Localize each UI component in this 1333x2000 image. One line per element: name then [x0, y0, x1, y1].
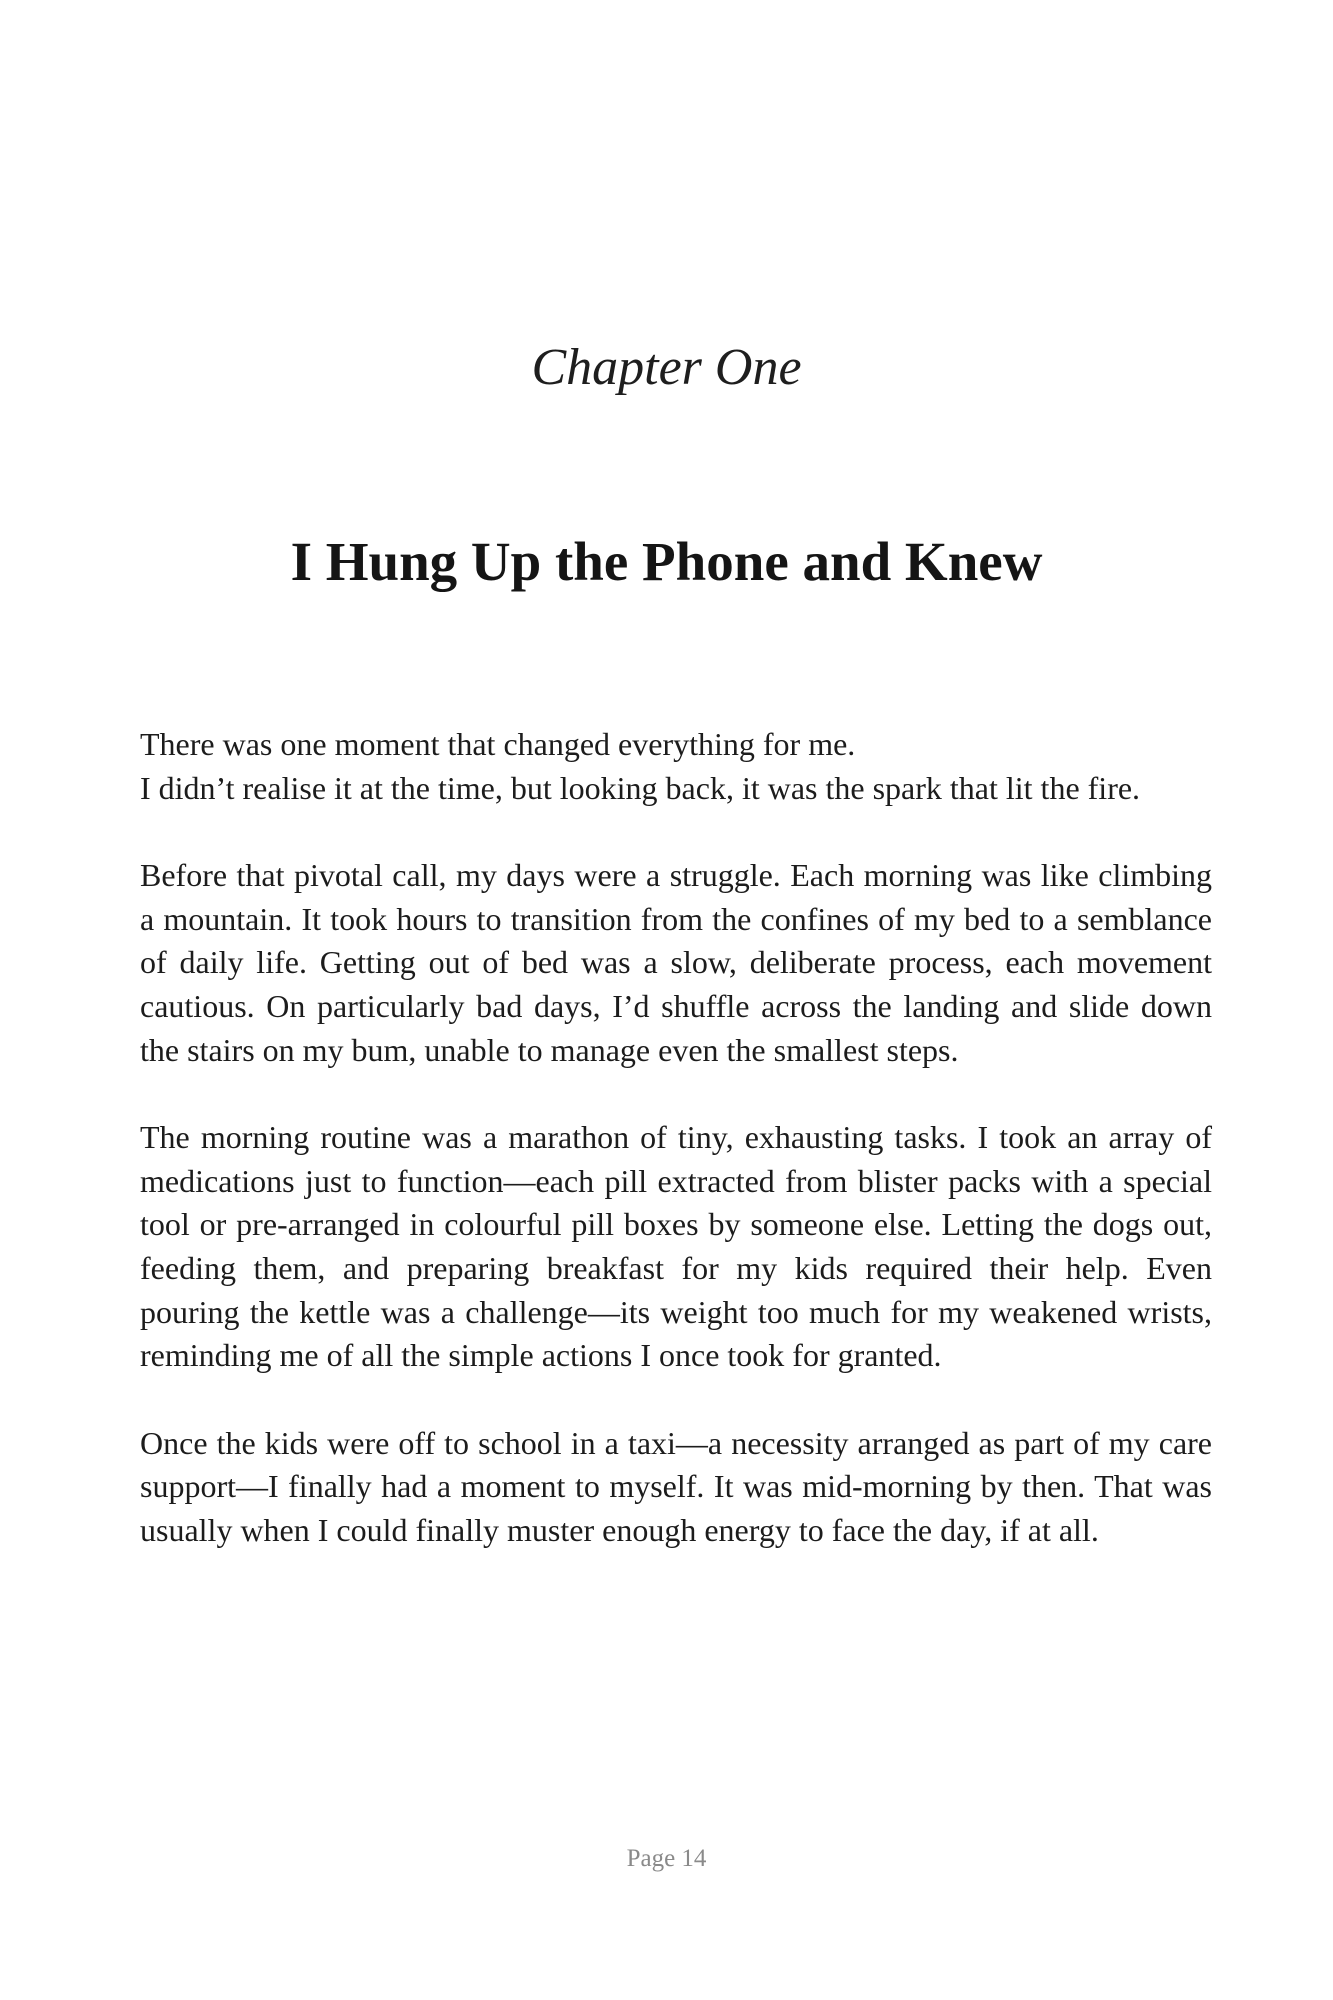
paragraph-intro [140, 723, 1212, 810]
paragraph-intro-line-2: I didn’t realise it at the time, but looking back, it was the spark that lit the fire. [140, 769, 1141, 806]
paragraph-kids-off-to-school: Once the kids were off to school in a taxi—a necessity arranged as part of my care support—I finally had a moment to myself. It was mid-morning by then. That was usually when I could finally muster enough energy to face the day, if at all. [140, 1424, 1212, 1548]
page-number: Page 14 [626, 1845, 707, 1872]
chapter-title: I Hung Up the Phone and Knew [290, 531, 1043, 592]
paragraph-intro-line-1: There was one moment that changed everything for me. [140, 726, 856, 762]
chapter-label: Chapter One [531, 339, 802, 396]
chapter-body [140, 723, 1212, 1597]
paragraph-morning-routine: The morning routine was a marathon of tiny, exhausting tasks. I took an array of medications just to function—each pill extracted from blister packs with a special tool or pre-arranged in colourful pill boxes by someone else. Letting the dogs out, feeding them, and preparing breakfast for my kids required their help. Even pouring the kettle was a challenge—its weight too much for my weakened wrists, reminding me of all the simple actions I once took for granted. [140, 1119, 1212, 1374]
paragraph-before-call: Before that pivotal call, my days were a struggle. Each morning was like climbing a mountain. It took hours to transition from the confines of my bed to a semblance of daily life. Getting out of bed was a slow, deliberate process, each movement cautious. On particularly bad days, I’d shuffle across the landing and slide down the stairs on my bum, unable to manage even the smallest steps. [140, 857, 1212, 1068]
